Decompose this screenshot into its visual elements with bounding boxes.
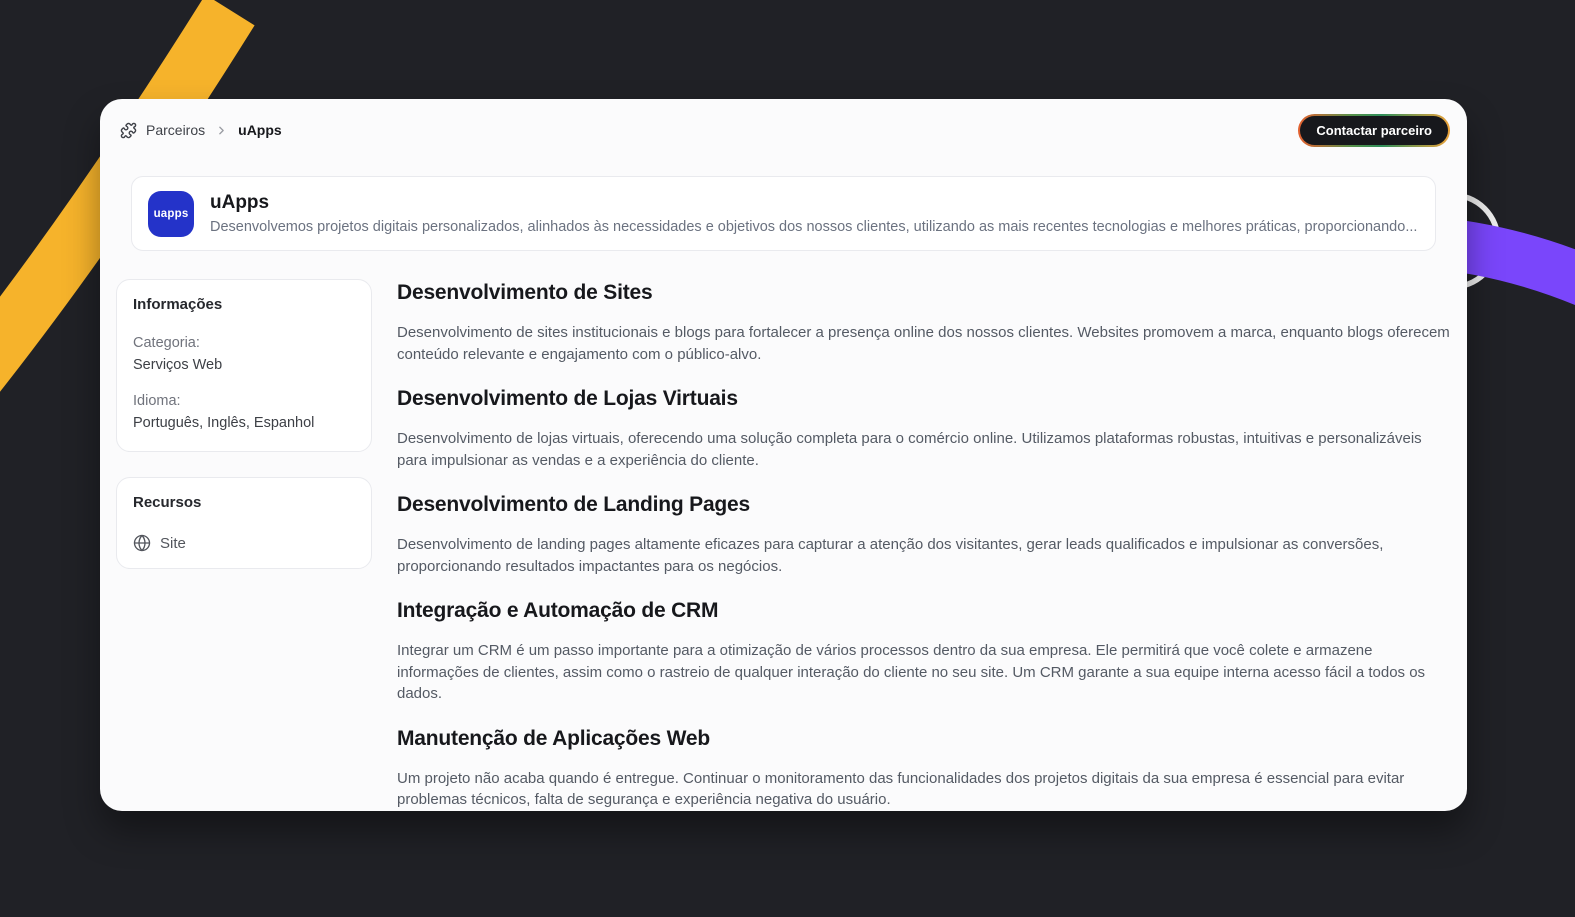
section-landing-pages (397, 493, 1451, 577)
site-link[interactable] (133, 534, 355, 552)
section-heading: Manutenção de Aplicações Web (397, 726, 710, 750)
section-body: Desenvolvimento de lojas virtuais, oferecendo uma solução completa para o comércio online. Utilizamos plataformas robustas, intuitivas e personalizáveis para impulsionar as vendas e a experiência do cliente. (397, 430, 1422, 469)
category-label: Categoria: (133, 335, 200, 351)
topbar (116, 115, 1451, 145)
sidebar (116, 279, 372, 833)
section-body: Desenvolvimento de sites institucionais e blogs para fortalecer a presença online dos nossos clientes. Websites promovem a marca, enquanto blogs oferecem conteúdo relevante e engajamento com o público-alvo. (397, 324, 1450, 363)
breadcrumb (116, 122, 282, 139)
language-label: Idioma: (133, 393, 181, 409)
content (397, 279, 1451, 833)
globe-icon (133, 534, 151, 552)
section-heading: Desenvolvimento de Landing Pages (397, 493, 751, 516)
resources-card (116, 477, 372, 569)
section-body: Integrar um CRM é um passo importante para a otimização de vários processos dentro da sua empresa. Ele permitirá que você colete e armazene informações de clientes, assim como o rastreio de qualquer interação do cliente no seu site. Um CRM garante a sua equipe interna acesso fácil a todos os dados. (397, 642, 1426, 702)
resources-card-title: Recursos (133, 494, 202, 511)
language-value: Português, Inglês, Espanhol (133, 415, 315, 431)
info-card (116, 279, 372, 452)
category-field (133, 333, 355, 377)
chevron-right-icon (215, 124, 228, 137)
section-body: Um projeto não acaba quando é entregue. Continuar o monitoramento das funcionalidades dos projetos digitais da sua empresa é essencial para evitar problemas técnicos, falta de segurança e experiência negativa do usuário. (397, 769, 1405, 808)
partner-header (131, 176, 1436, 251)
section-manutencao (397, 727, 1451, 811)
partner-meta (210, 191, 1419, 237)
partner-description: Desenvolvemos projetos digitais personalizados, alinhados às necessidades e objetivos dos nossos clientes, utilizando as mais recentes tecnologias e melhores práticas, proporcionando... (210, 218, 1418, 235)
section-heading: Desenvolvimento de Sites (397, 281, 653, 304)
section-lojas-virtuais (397, 387, 1451, 471)
breadcrumb-current: uApps (238, 122, 282, 138)
section-heading: Desenvolvimento de Lojas Virtuais (397, 387, 738, 410)
columns (116, 279, 1451, 833)
puzzle-icon (120, 122, 137, 139)
info-card-title: Informações (133, 296, 223, 313)
site-link-label: Site (160, 534, 186, 552)
section-sites (397, 281, 1451, 365)
language-field (133, 391, 355, 435)
breadcrumb-parceiros[interactable]: Parceiros (146, 122, 206, 138)
contact-partner-button-border (1298, 114, 1450, 147)
partner-page-card (100, 99, 1467, 811)
section-body: Desenvolvimento de landing pages altamente eficazes para capturar a atenção dos visitantes, gerar leads qualificados e impulsionar as conversões, proporcionando resultados impactantes para os negócios. (397, 536, 1384, 575)
contact-partner-button[interactable]: Contactar parceiro (1300, 116, 1448, 145)
section-heading: Integração e Automação de CRM (397, 599, 719, 622)
category-value: Serviços Web (133, 357, 223, 373)
partner-logo: uapps (148, 191, 194, 237)
partner-name: uApps (210, 191, 270, 213)
section-crm (397, 599, 1451, 705)
